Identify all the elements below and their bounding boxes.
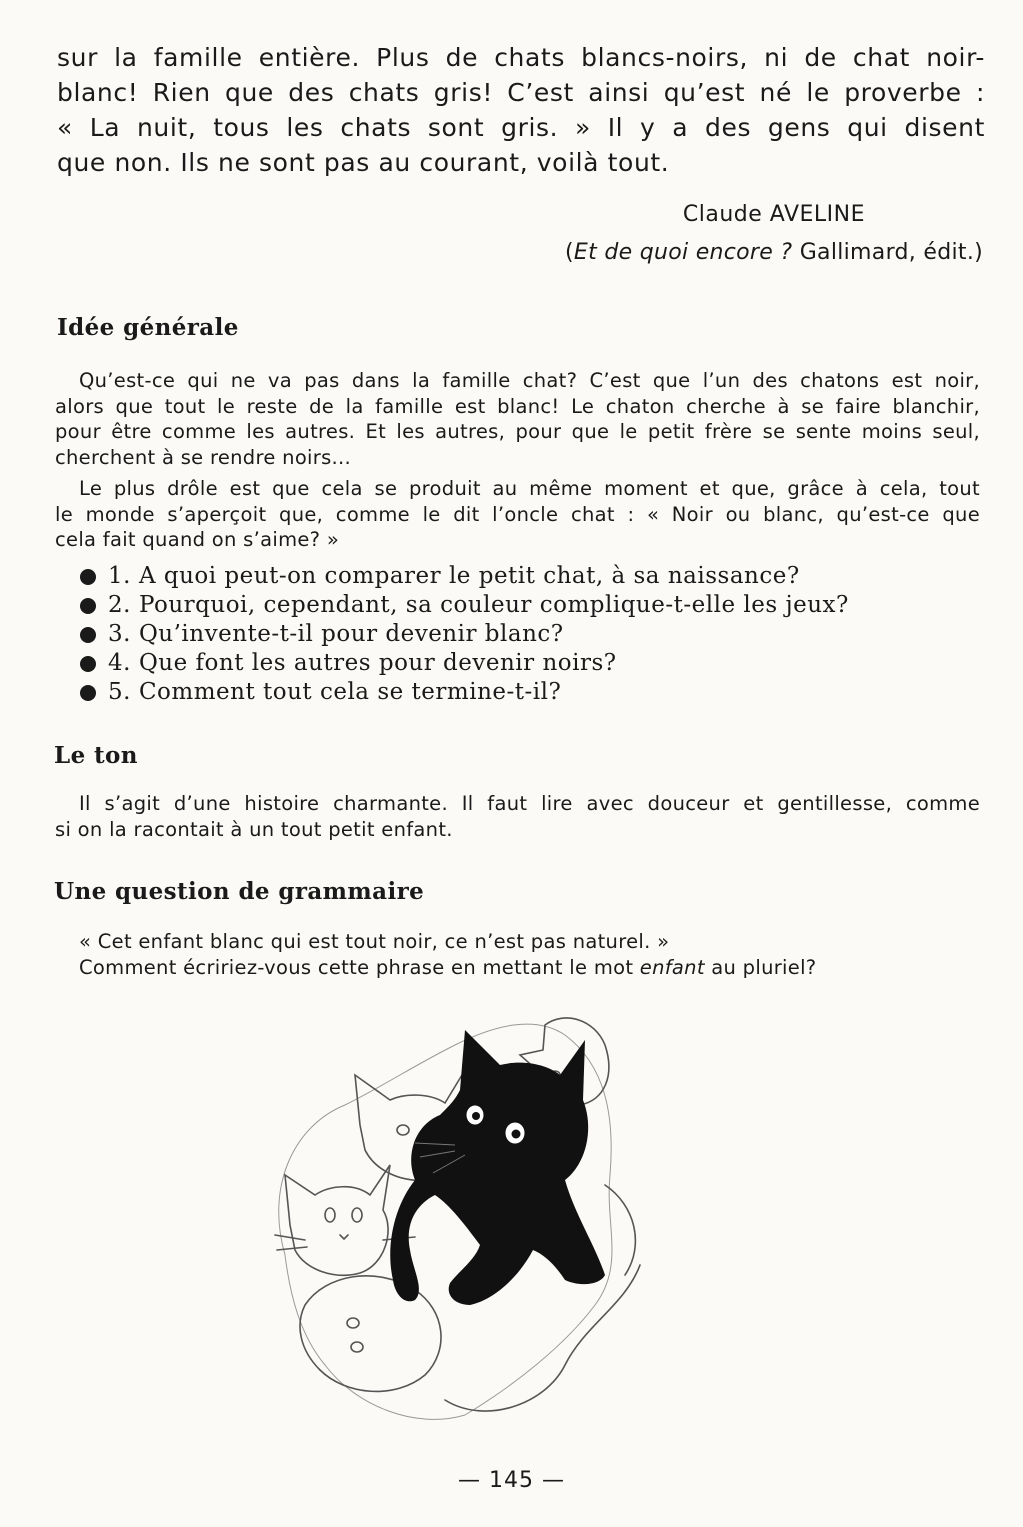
text-line: cela fait quand on s’aime? » [55, 528, 340, 551]
italic-word: enfant [639, 955, 705, 979]
page-number: — 145 — [458, 1468, 565, 1493]
text-line: Le plus drôle est que cela se produit au même moment et que, grâce à cela, tout [79, 477, 980, 500]
story-excerpt [57, 40, 985, 180]
grammar-question [55, 955, 980, 981]
ton-paragraph [55, 791, 980, 842]
text-line: pour être comme les autres. Et les autres, pour que le petit frère se sente moins seul, [55, 420, 980, 443]
story-line: que non. Ils ne sont pas au courant, voilà tout. [57, 148, 670, 177]
text-line: Qu’est-ce qui ne va pas dans la famille chat? C’est que l’un des chatons est noir, [79, 369, 980, 392]
idee-paragraph-1 [55, 368, 980, 470]
bullet-icon [80, 569, 96, 585]
author-name: Claude AVELINE [682, 202, 865, 227]
bullet-icon [80, 627, 96, 643]
list-item [80, 591, 849, 620]
text-line: le monde s’aperçoit que, comme le dit l’oncle chat : « Noir ou blanc, qu’est-ce que [55, 502, 980, 526]
text-line: si on la racontait à un tout petit enfant. [55, 817, 453, 841]
question-number: 5. [108, 679, 131, 705]
question-number: 2. [108, 592, 131, 618]
text-run: au pluriel? [704, 955, 817, 979]
source-open-paren: ( [565, 240, 574, 265]
source-citation [565, 238, 983, 268]
text-line: Il s’agit d’une histoire charmante. Il faut lire avec douceur et gentillesse, comme [79, 792, 980, 815]
question-number: 4. [108, 650, 131, 676]
heading-idee-generale: Idée générale [57, 314, 239, 341]
grammar-quote: « Cet enfant blanc qui est tout noir, ce n’est pas naturel. » [79, 930, 670, 953]
heading-le-ton: Le ton [54, 742, 138, 769]
list-item [80, 649, 849, 678]
story-line: blanc! Rien que des chats gris! C’est ainsi qu’est né le proverbe : [57, 78, 985, 107]
story-line: « La nuit, tous les chats sont gris. » Il y a des gens qui disent [57, 113, 985, 142]
question-number: 3. [108, 621, 131, 647]
heading-question-grammaire: Une question de grammaire [54, 878, 425, 905]
source-publisher: Gallimard, édit.) [799, 240, 983, 265]
question-text: Que font les autres pour devenir noirs? [138, 650, 617, 676]
question-text: Comment tout cela se termine-t-il? [138, 679, 562, 705]
bullet-icon [80, 685, 96, 701]
grammaire-paragraph [55, 929, 980, 980]
list-item [80, 562, 849, 591]
text-run: Comment écririez-vous cette phrase en mettant le mot [79, 955, 640, 979]
text-line: cherchent à se rendre noirs... [55, 445, 352, 469]
text-line: alors que tout le reste de la famille est blanc! Le chaton cherche à se faire blanchir, [55, 394, 980, 418]
source-title: Et de quoi encore ? [573, 240, 793, 265]
bullet-icon [80, 598, 96, 614]
story-line: sur la famille entière. Plus de chats blancs-noirs, ni de chat noir- [57, 43, 985, 72]
list-item [80, 678, 849, 707]
question-text: Pourquoi, cependant, sa couleur complique-t-elle les jeux? [138, 592, 849, 618]
list-item [80, 620, 849, 649]
idee-paragraph-2 [55, 476, 980, 553]
question-text: Qu’invente-t-il pour devenir blanc? [138, 621, 564, 647]
question-list [80, 562, 849, 707]
question-text: A quoi peut-on comparer le petit chat, à sa naissance? [138, 563, 800, 589]
bullet-icon [80, 656, 96, 672]
question-number: 1. [108, 563, 131, 589]
cats-illustration [265, 1005, 655, 1435]
